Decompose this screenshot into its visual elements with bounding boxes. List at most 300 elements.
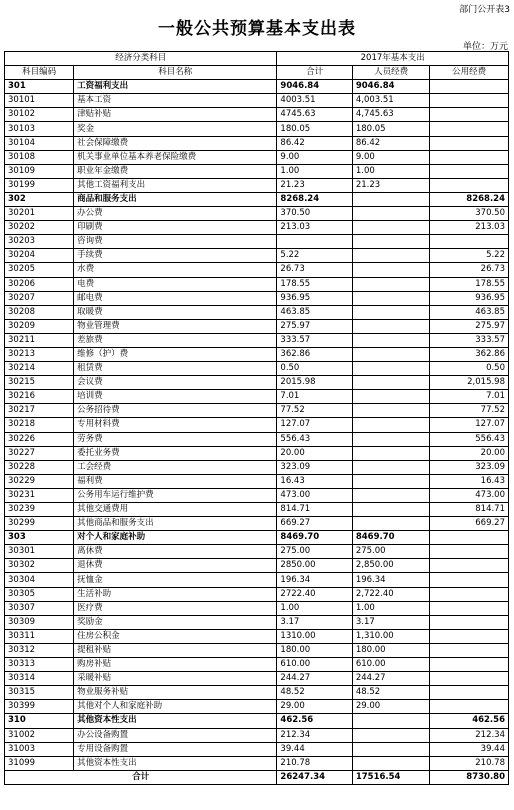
- row-personnel: 1.00: [352, 601, 430, 615]
- row-personnel: 2,722.40: [352, 587, 430, 601]
- row-personnel: 86.42: [352, 136, 430, 150]
- table-row: [5, 474, 509, 488]
- row-name: 工资福利支出: [74, 80, 277, 94]
- row-public: 210.78: [430, 756, 509, 770]
- row-total: 2015.98: [277, 376, 352, 390]
- row-total: 86.42: [277, 136, 352, 150]
- row-total: 9.00: [277, 150, 352, 164]
- row-code: 30201: [5, 207, 74, 221]
- row-public: 26.73: [430, 263, 509, 277]
- row-code: 30101: [5, 94, 74, 108]
- row-personnel: [352, 404, 430, 418]
- row-name: 机关事业单位基本养老保险缴费: [74, 150, 277, 164]
- table-row: [5, 277, 509, 291]
- row-code: 30231: [5, 488, 74, 502]
- table-row: [5, 700, 509, 714]
- row-total: 275.00: [277, 545, 352, 559]
- row-public: [430, 150, 509, 164]
- row-code: 30217: [5, 404, 74, 418]
- row-name: 其他对个人和家庭补助: [74, 700, 277, 714]
- row-public: [430, 658, 509, 672]
- row-total: 213.03: [277, 221, 352, 235]
- row-public: [430, 178, 509, 192]
- row-public: [430, 587, 509, 601]
- row-code: 30207: [5, 291, 74, 305]
- table-row: [5, 94, 509, 108]
- row-name: 维修（护）费: [74, 347, 277, 361]
- row-total: 275.97: [277, 319, 352, 333]
- row-personnel: [352, 517, 430, 531]
- row-name: 物业管理费: [74, 319, 277, 333]
- row-code: 30315: [5, 686, 74, 700]
- row-personnel: [352, 291, 430, 305]
- row-code: 30108: [5, 150, 74, 164]
- row-name: 离休费: [74, 545, 277, 559]
- row-public: 323.09: [430, 460, 509, 474]
- table-row: [5, 376, 509, 390]
- row-code: 31099: [5, 756, 74, 770]
- row-name: 公务招待费: [74, 404, 277, 418]
- row-personnel: 1.00: [352, 164, 430, 178]
- row-name: 邮电费: [74, 291, 277, 305]
- row-personnel: 2,850.00: [352, 559, 430, 573]
- row-name: 社会保障缴费: [74, 136, 277, 150]
- row-name: 住房公积金: [74, 629, 277, 643]
- row-name: 抚恤金: [74, 573, 277, 587]
- row-personnel: [352, 474, 430, 488]
- row-total: 333.57: [277, 333, 352, 347]
- row-personnel: [352, 305, 430, 319]
- row-public: 212.34: [430, 728, 509, 742]
- row-name: 差旅费: [74, 333, 277, 347]
- table-row: [5, 263, 509, 277]
- row-code: 30216: [5, 390, 74, 404]
- table-row: [5, 432, 509, 446]
- row-name: 办公设备购置: [74, 728, 277, 742]
- row-public: 178.55: [430, 277, 509, 291]
- row-name: 采暖补贴: [74, 672, 277, 686]
- row-code: 30305: [5, 587, 74, 601]
- row-personnel: 29.00: [352, 700, 430, 714]
- row-public: 669.27: [430, 517, 509, 531]
- row-code: 30204: [5, 249, 74, 263]
- row-personnel: 1,310.00: [352, 629, 430, 643]
- row-total: 610.00: [277, 658, 352, 672]
- row-code: 30313: [5, 658, 74, 672]
- row-personnel: [352, 728, 430, 742]
- table-row: [5, 545, 509, 559]
- row-public: 7.01: [430, 390, 509, 404]
- table-row: [5, 136, 509, 150]
- row-public: [430, 629, 509, 643]
- row-total: 5.22: [277, 249, 352, 263]
- document-tag: 部门公开表3: [459, 5, 510, 15]
- row-personnel: [352, 347, 430, 361]
- row-code: 30209: [5, 319, 74, 333]
- row-name: 其他资本性支出: [74, 756, 277, 770]
- row-name: 咨询费: [74, 235, 277, 249]
- row-total: 362.86: [277, 347, 352, 361]
- table-row: [5, 615, 509, 629]
- total-label: 合计: [5, 770, 277, 784]
- row-name: 培训费: [74, 390, 277, 404]
- row-total: 180.05: [277, 122, 352, 136]
- table-body: [5, 80, 509, 771]
- table-row: [5, 347, 509, 361]
- row-public: 275.97: [430, 319, 509, 333]
- row-personnel: [352, 390, 430, 404]
- row-personnel: [352, 249, 430, 263]
- row-public: [430, 108, 509, 122]
- row-code: 31002: [5, 728, 74, 742]
- row-code: 30109: [5, 164, 74, 178]
- row-personnel: 180.00: [352, 643, 430, 657]
- page-title: 一般公共预算基本支出表: [158, 19, 356, 39]
- header-name: 科目名称: [74, 66, 277, 80]
- total-personnel: 17516.54: [352, 770, 430, 784]
- table-row: [5, 207, 509, 221]
- row-public: [430, 601, 509, 615]
- row-name: 劳务费: [74, 432, 277, 446]
- row-name: 手续费: [74, 249, 277, 263]
- row-name: 奖励金: [74, 615, 277, 629]
- row-name: 其他商品和服务支出: [74, 517, 277, 531]
- row-total: 556.43: [277, 432, 352, 446]
- row-personnel: 275.00: [352, 545, 430, 559]
- row-total: 21.23: [277, 178, 352, 192]
- row-code: 30199: [5, 178, 74, 192]
- row-name: 退休费: [74, 559, 277, 573]
- row-code: 30103: [5, 122, 74, 136]
- row-personnel: [352, 756, 430, 770]
- row-public: [430, 700, 509, 714]
- row-total: 77.52: [277, 404, 352, 418]
- row-public: [430, 235, 509, 249]
- table-row: [5, 122, 509, 136]
- row-code: 30312: [5, 643, 74, 657]
- row-name: 购房补贴: [74, 658, 277, 672]
- row-total: 4745.63: [277, 108, 352, 122]
- table-row: [5, 686, 509, 700]
- row-total: 48.52: [277, 686, 352, 700]
- row-code: 30302: [5, 559, 74, 573]
- header-basic-expenditure-2017: 2017年基本支出: [277, 52, 509, 66]
- table-row: [5, 291, 509, 305]
- table-row: [5, 503, 509, 517]
- total-row: [5, 770, 509, 784]
- row-total: 212.34: [277, 728, 352, 742]
- row-total: 29.00: [277, 700, 352, 714]
- table-row: [5, 658, 509, 672]
- row-public: 213.03: [430, 221, 509, 235]
- table-row: [5, 756, 509, 770]
- row-public: 5.22: [430, 249, 509, 263]
- row-total: 180.00: [277, 643, 352, 657]
- total-public: 8730.80: [430, 770, 509, 784]
- table-row: [5, 601, 509, 615]
- row-name: 办公费: [74, 207, 277, 221]
- row-public: 462.56: [430, 714, 509, 728]
- budget-table: [4, 51, 509, 785]
- row-name: 公务用车运行维护费: [74, 488, 277, 502]
- header-personnel: 人员经费: [352, 66, 430, 80]
- table-row: [5, 333, 509, 347]
- row-personnel: 180.05: [352, 122, 430, 136]
- table-row: [5, 517, 509, 531]
- row-public: [430, 643, 509, 657]
- row-public: [430, 164, 509, 178]
- row-code: 303: [5, 531, 74, 545]
- row-personnel: 21.23: [352, 178, 430, 192]
- row-total: 1.00: [277, 601, 352, 615]
- row-name: 租赁费: [74, 362, 277, 376]
- row-code: 30202: [5, 221, 74, 235]
- row-public: 16.43: [430, 474, 509, 488]
- row-personnel: 9046.84: [352, 80, 430, 94]
- row-personnel: [352, 503, 430, 517]
- row-code: 30314: [5, 672, 74, 686]
- table-row: [5, 221, 509, 235]
- row-code: 30206: [5, 277, 74, 291]
- table-row: [5, 178, 509, 192]
- row-personnel: [352, 235, 430, 249]
- table-row: [5, 573, 509, 587]
- row-personnel: 3.17: [352, 615, 430, 629]
- row-code: 30102: [5, 108, 74, 122]
- row-personnel: [352, 319, 430, 333]
- row-personnel: 8469.70: [352, 531, 430, 545]
- row-personnel: [352, 714, 430, 728]
- row-code: 301: [5, 80, 74, 94]
- row-personnel: [352, 333, 430, 347]
- row-personnel: [352, 418, 430, 432]
- row-personnel: [352, 742, 430, 756]
- row-name: 取暖费: [74, 305, 277, 319]
- row-code: 30226: [5, 432, 74, 446]
- table-row: [5, 728, 509, 742]
- row-personnel: [352, 432, 430, 446]
- table-row: [5, 390, 509, 404]
- row-personnel: 9.00: [352, 150, 430, 164]
- row-code: 30229: [5, 474, 74, 488]
- row-name: 商品和服务支出: [74, 192, 277, 206]
- header-code: 科目编码: [5, 66, 74, 80]
- unit-label: 单位：万元: [462, 42, 508, 52]
- row-total: 462.56: [277, 714, 352, 728]
- table-row: [5, 460, 509, 474]
- row-total: 9046.84: [277, 80, 352, 94]
- table-row: [5, 235, 509, 249]
- row-code: 30218: [5, 418, 74, 432]
- row-total: 473.00: [277, 488, 352, 502]
- row-personnel: [352, 221, 430, 235]
- header-public: 公用经费: [430, 66, 509, 80]
- header-total: 合计: [277, 66, 352, 80]
- row-public: 370.50: [430, 207, 509, 221]
- row-personnel: [352, 362, 430, 376]
- row-public: [430, 672, 509, 686]
- row-public: 333.57: [430, 333, 509, 347]
- row-code: 30104: [5, 136, 74, 150]
- row-code: 30208: [5, 305, 74, 319]
- table-row: [5, 362, 509, 376]
- row-code: 30214: [5, 362, 74, 376]
- row-total: 8469.70: [277, 531, 352, 545]
- row-total: 210.78: [277, 756, 352, 770]
- row-name: 津贴补贴: [74, 108, 277, 122]
- row-total: 814.71: [277, 503, 352, 517]
- row-name: 水费: [74, 263, 277, 277]
- category-row: [5, 80, 509, 94]
- row-public: 936.95: [430, 291, 509, 305]
- row-total: 3.17: [277, 615, 352, 629]
- row-total: 26.73: [277, 263, 352, 277]
- table-row: [5, 742, 509, 756]
- row-public: 20.00: [430, 446, 509, 460]
- row-public: [430, 545, 509, 559]
- row-name: 医疗费: [74, 601, 277, 615]
- row-public: 473.00: [430, 488, 509, 502]
- row-code: 302: [5, 192, 74, 206]
- row-personnel: 48.52: [352, 686, 430, 700]
- row-code: 30203: [5, 235, 74, 249]
- row-total: 7.01: [277, 390, 352, 404]
- table-row: [5, 305, 509, 319]
- table-row: [5, 643, 509, 657]
- table-row: [5, 164, 509, 178]
- row-name: 奖金: [74, 122, 277, 136]
- row-public: 2,015.98: [430, 376, 509, 390]
- row-code: 30228: [5, 460, 74, 474]
- table-row: [5, 404, 509, 418]
- row-code: 30311: [5, 629, 74, 643]
- row-code: 310: [5, 714, 74, 728]
- row-personnel: [352, 488, 430, 502]
- row-public: [430, 94, 509, 108]
- row-code: 30205: [5, 263, 74, 277]
- row-public: 814.71: [430, 503, 509, 517]
- row-total: 323.09: [277, 460, 352, 474]
- table-row: [5, 319, 509, 333]
- row-personnel: [352, 263, 430, 277]
- row-total: 2722.40: [277, 587, 352, 601]
- row-public: 39.44: [430, 742, 509, 756]
- category-row: [5, 192, 509, 206]
- row-total: 196.34: [277, 573, 352, 587]
- table-row: [5, 249, 509, 263]
- header-column-row: [5, 66, 509, 80]
- row-code: 30307: [5, 601, 74, 615]
- row-name: 基本工资: [74, 94, 277, 108]
- row-total: 463.85: [277, 305, 352, 319]
- row-name: 生活补助: [74, 587, 277, 601]
- row-code: 30304: [5, 573, 74, 587]
- row-name: 提租补贴: [74, 643, 277, 657]
- row-personnel: 610.00: [352, 658, 430, 672]
- header-group-row: [5, 52, 509, 66]
- row-name: 其他交通费用: [74, 503, 277, 517]
- row-total: 8268.24: [277, 192, 352, 206]
- row-code: 30215: [5, 376, 74, 390]
- row-name: 工会经费: [74, 460, 277, 474]
- row-total: 936.95: [277, 291, 352, 305]
- row-total: 127.07: [277, 418, 352, 432]
- row-public: [430, 573, 509, 587]
- row-personnel: 196.34: [352, 573, 430, 587]
- row-code: 31003: [5, 742, 74, 756]
- row-public: 463.85: [430, 305, 509, 319]
- row-total: 16.43: [277, 474, 352, 488]
- row-total: 0.50: [277, 362, 352, 376]
- row-name: 委托业务费: [74, 446, 277, 460]
- row-code: 30309: [5, 615, 74, 629]
- row-total: 20.00: [277, 446, 352, 460]
- row-personnel: 244.27: [352, 672, 430, 686]
- row-total: 370.50: [277, 207, 352, 221]
- row-name: 会议费: [74, 376, 277, 390]
- row-total: 1310.00: [277, 629, 352, 643]
- row-name: 其他资本性支出: [74, 714, 277, 728]
- row-total: 1.00: [277, 164, 352, 178]
- row-name: 专用材料费: [74, 418, 277, 432]
- row-total: 2850.00: [277, 559, 352, 573]
- total-amount: 26247.34: [277, 770, 352, 784]
- row-code: 30227: [5, 446, 74, 460]
- row-total: 4003.51: [277, 94, 352, 108]
- row-public: 127.07: [430, 418, 509, 432]
- table-row: [5, 559, 509, 573]
- row-public: 0.50: [430, 362, 509, 376]
- row-public: [430, 531, 509, 545]
- row-public: [430, 136, 509, 150]
- row-personnel: [352, 277, 430, 291]
- row-public: 8268.24: [430, 192, 509, 206]
- table-row: [5, 672, 509, 686]
- row-code: 30213: [5, 347, 74, 361]
- row-public: [430, 122, 509, 136]
- row-total: 244.27: [277, 672, 352, 686]
- row-total: 39.44: [277, 742, 352, 756]
- row-public: 77.52: [430, 404, 509, 418]
- header-economic-classification: 经济分类科目: [5, 52, 277, 66]
- row-public: [430, 80, 509, 94]
- row-personnel: 4,745.63: [352, 108, 430, 122]
- row-personnel: [352, 460, 430, 474]
- table-row: [5, 488, 509, 502]
- table-row: [5, 108, 509, 122]
- row-personnel: 4,003.51: [352, 94, 430, 108]
- row-total: 178.55: [277, 277, 352, 291]
- row-name: 福利费: [74, 474, 277, 488]
- category-row: [5, 531, 509, 545]
- table-row: [5, 587, 509, 601]
- table-row: [5, 446, 509, 460]
- row-code: 30301: [5, 545, 74, 559]
- row-personnel: [352, 192, 430, 206]
- row-code: 30211: [5, 333, 74, 347]
- row-total: [277, 235, 352, 249]
- row-name: 对个人和家庭补助: [74, 531, 277, 545]
- table-row: [5, 418, 509, 432]
- row-code: 30299: [5, 517, 74, 531]
- table-row: [5, 150, 509, 164]
- category-row: [5, 714, 509, 728]
- row-code: 30239: [5, 503, 74, 517]
- row-personnel: [352, 376, 430, 390]
- row-code: 30399: [5, 700, 74, 714]
- row-name: 其他工资福利支出: [74, 178, 277, 192]
- row-public: [430, 686, 509, 700]
